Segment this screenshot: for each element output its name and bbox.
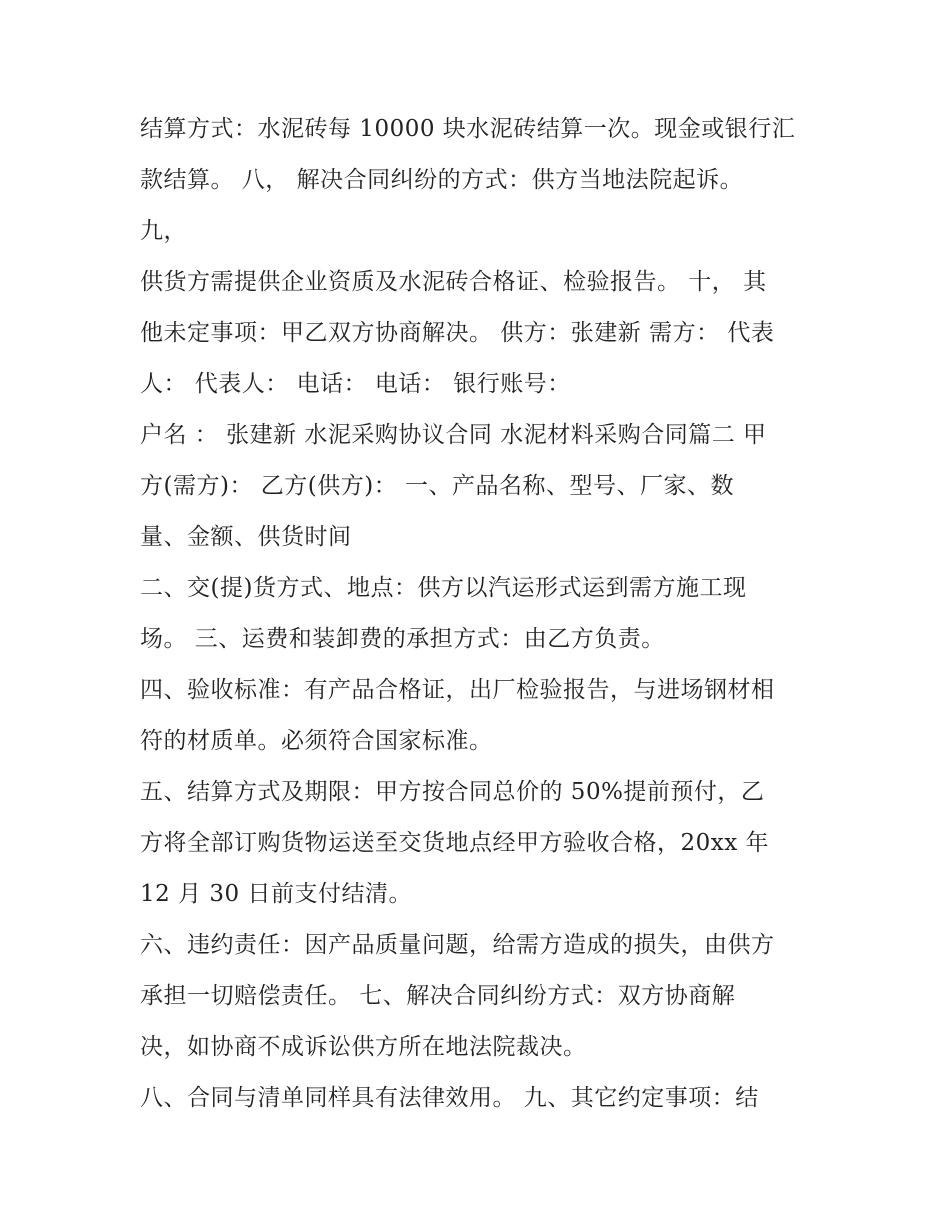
text-line: 场。 三、运费和装卸费的承担方式：由乙方负责。 — [140, 626, 665, 652]
text-line: 户名 ： 张建新 水泥采购协议合同 水泥材料采购合同篇二 甲 — [140, 422, 767, 448]
text-line: 款结算。 八， 解决合同纠纷的方式：供方当地法院起诉。 — [140, 167, 744, 193]
text-line: 六、违约责任：因产品质量问题，给需方造成的损失，由供方 — [140, 932, 775, 958]
text-line: 方(需方)： 乙方(供方)： 一、产品名称、型号、厂家、数 — [140, 473, 735, 499]
text-line: 决，如协商不成诉讼供方所在地法院裁决。 — [140, 1034, 587, 1060]
text-line: 12 月 30 日前支付结清。 — [140, 881, 412, 907]
text-line: 八、合同与清单同样具有法律效用。 九、其它约定事项：结 — [140, 1085, 759, 1111]
text-line: 五、结算方式及期限：甲方按合同总价的 50%提前预付，乙 — [140, 779, 765, 805]
text-line: 人： 代表人： 电话： 电话： 银行账号： — [140, 371, 571, 397]
text-line: 承担一切赔偿责任。 七、解决合同纠纷方式：双方协商解 — [140, 983, 736, 1009]
text-line: 九， — [140, 218, 187, 244]
text-line: 符的材质单。必须符合国家标准。 — [140, 728, 493, 754]
document-body — [140, 104, 820, 1124]
text-line: 结算方式：水泥砖每 10000 块水泥砖结算一次。现金或银行汇 — [140, 116, 796, 142]
text-line: 他未定事项：甲乙双方协商解决。 供方：张建新 需方： 代表 — [140, 320, 775, 346]
text-line: 量、金额、供货时间 — [140, 524, 352, 550]
text-line: 二、交(提)货方式、地点：供方以汽运形式运到需方施工现 — [140, 575, 747, 601]
text-line: 方将全部订购货物运送至交货地点经甲方验收合格，20xx 年 — [140, 830, 770, 856]
text-line: 四、验收标准：有产品合格证，出厂检验报告，与进场钢材相 — [140, 677, 775, 703]
text-line: 供货方需提供企业资质及水泥砖合格证、检验报告。 十， 其 — [140, 269, 767, 295]
